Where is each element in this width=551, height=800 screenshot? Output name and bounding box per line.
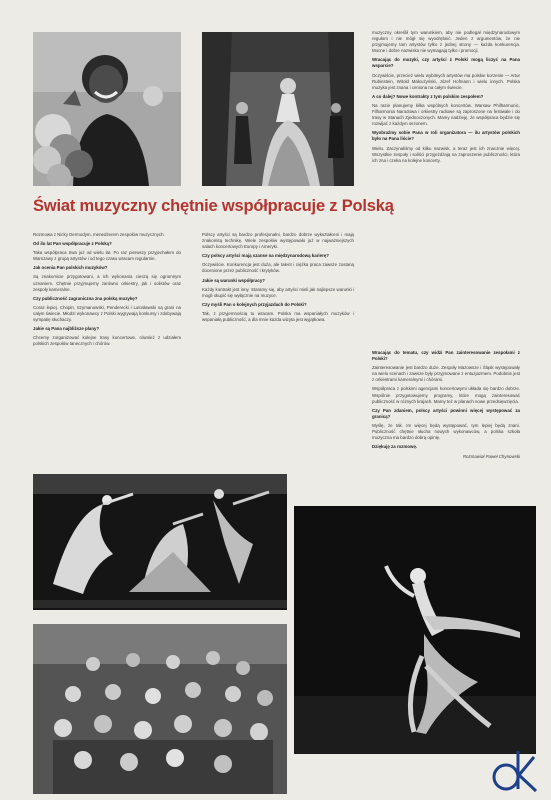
paragraph: Na razie planujemy kilka wspólnych koncertów. Warsaw Philharmonic, Filharmonia Narodowa i orkiestry radiowe są zaproszone na festiwale i do trasy w Stanach Zjednoczonych. Mamy nadzieję, że współpraca będzie się rozwijać z każdym sezonem. [372,102,520,127]
question: A co dalej? Nowe kontrakty z tym polskim zespołem? [372,93,484,99]
question: Czy Pan zdaniem, polscy artyści powinni więcej występować za granicą? [372,407,520,419]
article-headline: Świat muzyczny chętnie współpracuje z Polską [33,197,394,215]
question: Dziękuję za rozmowę. [372,444,418,450]
question: Wyobraźmy sobie Pana w roli organizatora — ilu artystów polskich było na Pana liście? [372,130,520,142]
photo-solo-dancer [294,506,536,754]
photo-stage-performance [202,32,354,186]
paragraph: Oczywiście. Konkurencja jest duża, ale talent i ciężka praca zawsze zostaną docenione przez publiczność i krytyków. [202,262,354,274]
paragraph: Chcemy zorganizować kolejne trasy koncertowe, również z udziałem polskich zespołów tanecznych i chórów. [33,335,181,347]
paragraph: Myślę, że tak. Im więcej będą występować, tym lepiej będą znani. Publiczność chętnie słucha nowych wykonawców, a polska szkoła muzyczna ma bardzo dobrą opinię. [372,422,520,441]
dk-logo [488,745,540,795]
paragraph: Są znakomicie przygotowani, a ich wykonania cieszą się ogromnym uznaniem. Chętnie przyjmujemy zarówno orkiestry, jak i solistów oraz zespoły kameralne. [33,274,181,292]
question: Jakie są Pana najbliższe plany? [33,326,100,332]
question: Od ilu lat Pan współpracuje z Polską? [33,241,112,247]
text-column-right-lower [372,350,520,470]
paragraph: muzyczny określił tym warunkiem, aby nie podlegał międzynarodowym regułom i nie mógł się wyodrębnić. Jeden z argumentów, że nie przyjmujemy tam artystów tylko z jednej strony — każda konkurencja. Mocne i dobre nazwiska nie wymagają tylko i promocji. [372,30,520,54]
paragraph: Każdy kontrakt jest inny. Staramy się, aby artyści mieli jak najlepsze warunki i mogli skupić się wyłącznie na muzyce. [202,286,354,298]
photo-singer-with-flowers [33,32,181,186]
paragraph: Taka współpraca trwa już od wielu lat. Po raz pierwszy przyjechałem do Warszawy z grupą artystów i od tego czasu wracam regularnie. [33,250,181,262]
paragraph: Tak, z przyjemnością tu wracam. Polska ma wspaniałych muzyków i wspaniałą publiczność, a dla mnie każda wizyta jest wyjątkowa. [202,310,354,323]
paragraph: Zainteresowanie jest bardzo duże. Zespoły Mazowsze i Śląsk występowały na wielu scenach i zawsze były przyjmowane z entuzjazmem. Podobnie jest z orkiestrami kameralnymi i chórami. [372,365,520,383]
text-column-middle [202,232,354,464]
question: Czy polscy artyści mają szanse na międzynarodową karierę? [202,253,329,259]
paragraph: Rozmowa z Nicky Dermodym, menedżerem zespołów muzycznych. [33,232,165,237]
paragraph: Coraz lepiej. Chopin, Szymanowski, Penderecki i Lutosławski są grani na całym świecie. Młodzi wykonawcy z Polski wygrywają konkursy i zdobywają sympatię słuchaczy. [33,304,181,323]
paragraph: Współpraca z polskimi agencjami koncertowymi układa się bardzo dobrze. Wspólnie przygotowujemy programy, które mogą zainteresować publiczność w różnych krajach. Mamy też w planach nowe przedsięwzięcia. [372,386,520,404]
byline: Rozmawiał Paweł Chynowski [462,454,520,460]
paragraph: Polscy artyści są bardzo profesjonalni, bardzo dobrze wykształceni i mają znakomitą technikę. Wiele zespołów występowało już w najważniejszych salach koncertowych Europy i Ameryki. [202,232,354,250]
text-column-left [33,232,181,464]
question: Jak ocenia Pan polskich muzyków? [33,265,108,271]
photo-dance-ensemble-group [33,624,287,794]
question: Wracając do muzyki, czy artyści z Polski mogą liczyć na Pana wsparcie? [372,57,520,69]
paragraph: Oczywiście, przecież wielu wybitnych artystów ma polskie korzenie — Artur Rubinstein, Witold Małcużyński, Józef Hofmann i wielu innych. Polska muzyka jest znana i ceniona na całym świecie. [372,72,520,90]
question: Czy publiczność zagraniczna zna polską muzykę? [33,295,138,301]
question: Wracając do tematu, czy widzi Pan zainteresowanie zespołami z Polski? [372,350,520,362]
paragraph: Wielu. Zaczynaliśmy od kilku nazwisk, a teraz jest ich znacznie więcej. Wszystkie zespoły i soliści przyjeżdżają na zaproszenie publiczności, która ich zna i czeka na kolejne koncerty. [372,145,520,163]
question: Jakie są warunki współpracy? [202,277,265,283]
question: Czy myśli Pan o kolejnych przyjazdach do Polski? [202,301,307,307]
photo-dancers-in-motion [33,474,287,610]
